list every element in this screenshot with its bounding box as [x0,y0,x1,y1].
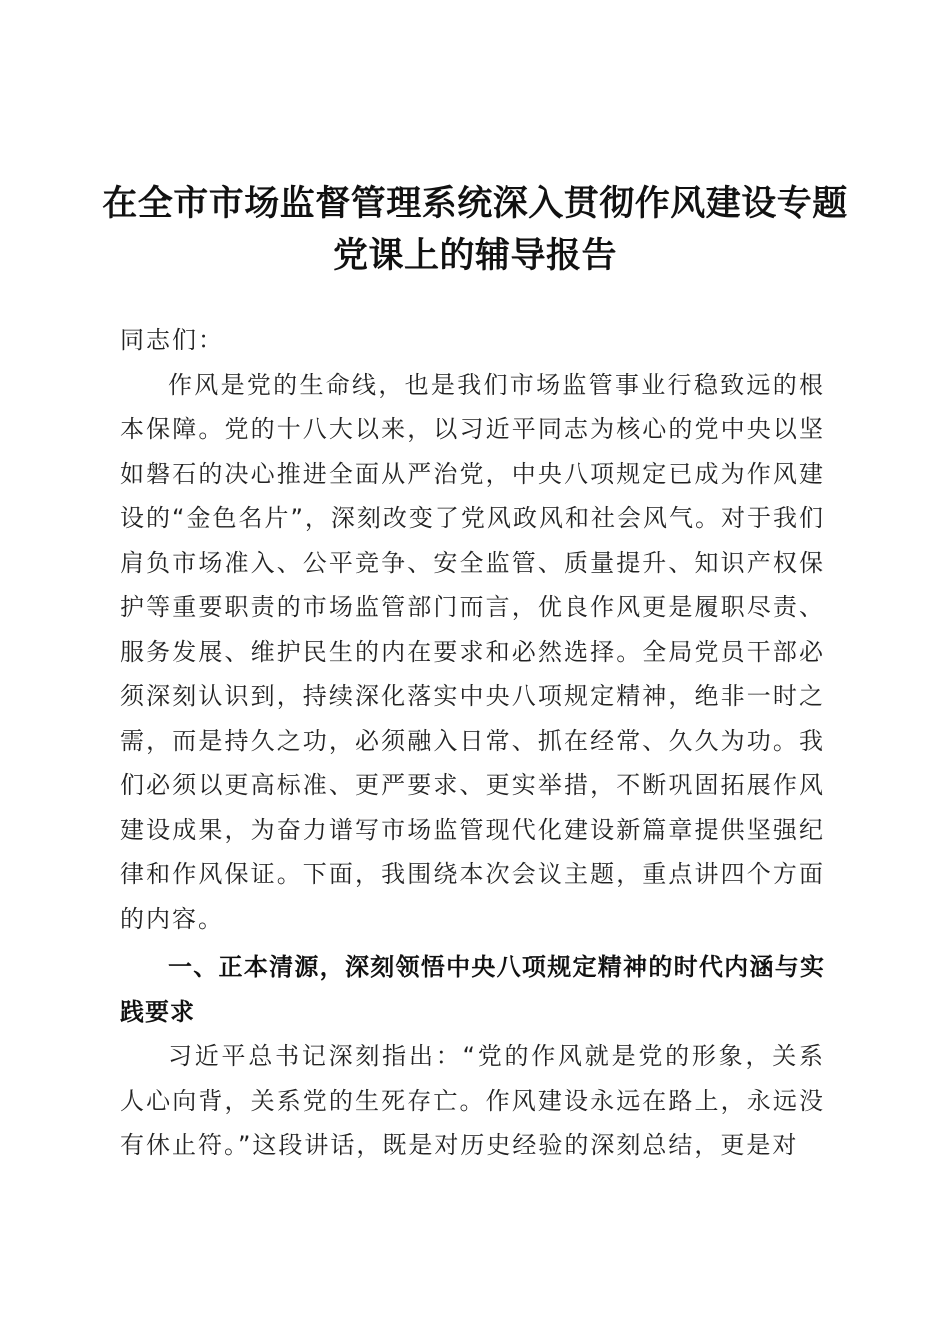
section-heading-1: 一、正本清源，深刻领悟中央八项规定精神的时代内涵与实践要求 [120,953,825,1026]
document-body [120,318,825,1168]
paragraph-section-1: 习近平总书记深刻指出：“党的作风就是党的形象，关系人心向背，关系党的生死存亡。作风建设永远在路上，永远没有休止符。”这段讲话，既是对历史经验的深刻总结，更是对 [120,1042,825,1159]
document-title: 在全市市场监督管理系统深入贯彻作风建设专题党课上的辅导报告 [102,183,848,276]
paragraph-intro: 作风是党的生命线，也是我们市场监管事业行稳致远的根本保障。党的十八大以来，以习近平同志为核心的党中央以坚如磐石的决心推进全面从严治党，中央八项规定已成为作风建设的“金色名片”，深刻改变了党风政风和社会风气。对于我们肩负市场准入、公平竞争、安全监管、质量提升、知识产权保护等重要职责的市场监管部门而言，优良作风更是履职尽责、服务发展、维护民生的内在要求和必然选择。全局党员干部必须深刻认识到，持续深化落实中央八项规定精神，绝非一时之需，而是持久之功，必须融入日常、抓在经常、久久为功。我们必须以更高标准、更严要求、更实举措，不断巩固拓展作风建设成果，为奋力谱写市场监管现代化建设新篇章提供坚强纪律和作风保证。下面，我围绕本次会议主题，重点讲四个方面的内容。 [120,370,825,933]
salutation: 同志们： [120,326,224,354]
